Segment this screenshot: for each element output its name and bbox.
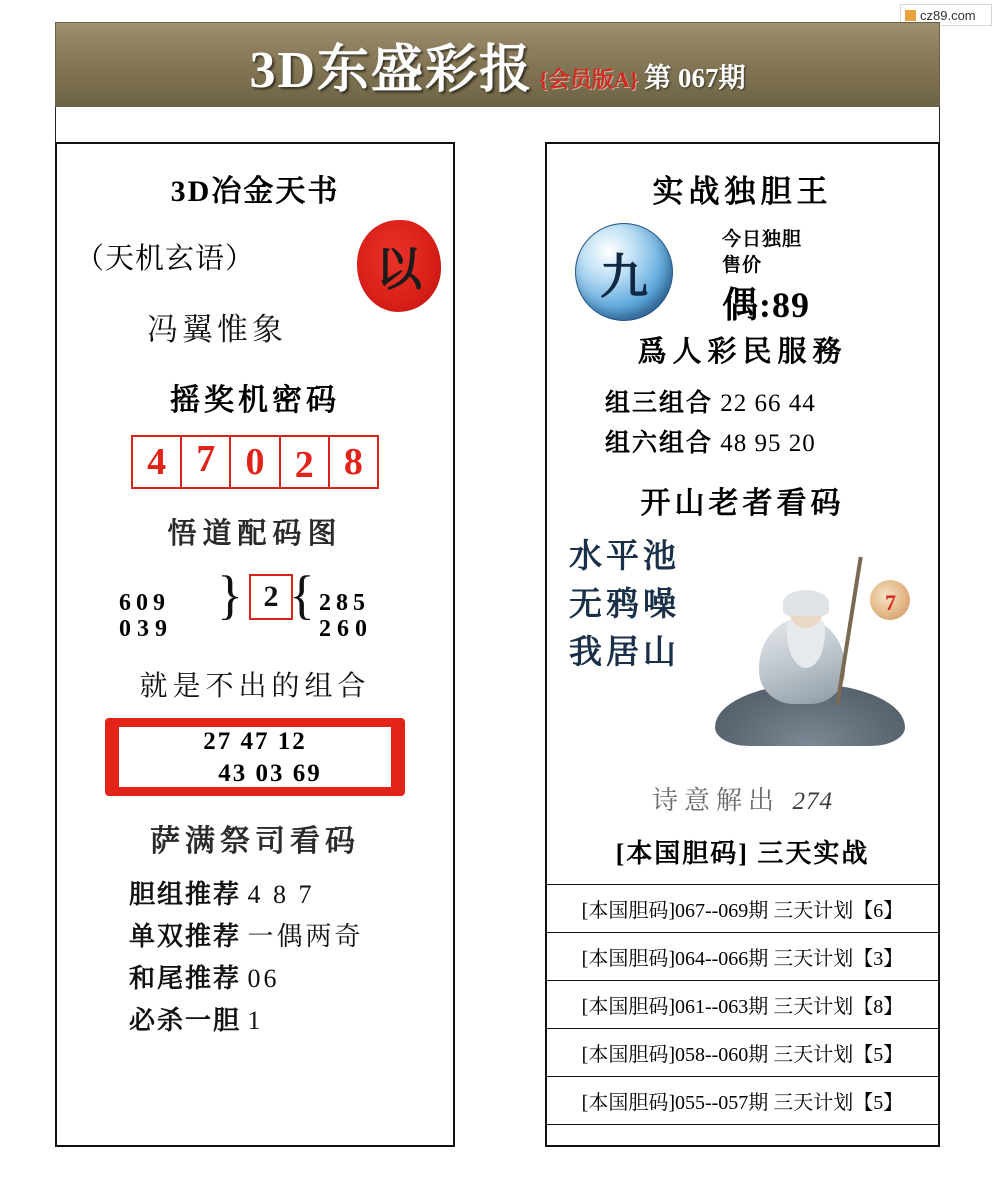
recommend-row (129, 916, 453, 958)
footer-space (0, 1147, 1000, 1203)
group-combinations (547, 384, 938, 464)
machine-code-digit: 8 (343, 441, 363, 483)
price-label (722, 227, 802, 278)
shaman-title: 萨满祭司看码 (150, 825, 360, 858)
machine-code-digit: 4 (133, 437, 182, 487)
group-label: 组三组合 (605, 390, 714, 417)
machine-code-title: 摇奖机密码 (170, 384, 340, 417)
recommend-list (57, 874, 453, 1042)
price-value: 偶:89 (722, 285, 810, 325)
red-seal-stamp (357, 220, 441, 312)
recommend-row (129, 1000, 453, 1042)
page-title: 3D东盛彩报 (249, 42, 534, 99)
left-subtitle: （天机玄语） (75, 243, 256, 275)
old-man-image (697, 546, 912, 746)
edition-label: {会员版A} (539, 67, 639, 92)
poem-line: 我居山 (569, 634, 680, 671)
subtitle-row (57, 224, 453, 302)
masthead (55, 22, 940, 107)
price-label-line1: 今日独胆 (722, 229, 803, 250)
plan-row: [本国胆码]064--066期 三天计划【3】 (547, 932, 938, 980)
match-chart-title: 悟道配码图 (167, 518, 343, 550)
content-frame (55, 142, 940, 1147)
left-column (55, 142, 455, 1147)
recommend-label: 胆组推荐 (129, 880, 242, 909)
red-bar-bottom (105, 787, 405, 796)
red-bar-top (105, 718, 405, 727)
group-row (605, 424, 938, 464)
group-value: 48 95 20 (720, 430, 816, 457)
brace-left-icon: } (217, 565, 243, 625)
ball-character: 九 (599, 250, 648, 304)
poem-text (569, 534, 680, 678)
staff-icon (835, 557, 862, 706)
match-right-value: 260 (319, 616, 373, 642)
right-column (545, 142, 940, 1147)
plan-header: [本国胆码] 三天实战 (615, 839, 870, 868)
recommend-label: 必杀一胆 (129, 1006, 242, 1036)
poem-answer-label: 诗意解出 (651, 786, 780, 815)
machine-code-digit: 0 (231, 437, 280, 487)
not-out-row: 43 03 69 (218, 760, 322, 787)
price-label-line2: 售价 (722, 254, 763, 276)
match-left-value: 039 (119, 616, 173, 642)
not-out-title: 就是不出的组合 (139, 671, 371, 702)
poem-line: 水平池 (569, 539, 680, 575)
left-phrase: 冯翼惟象 (147, 312, 287, 347)
recommend-label: 和尾推荐 (129, 964, 242, 994)
service-title: 爲人彩民服務 (637, 336, 848, 368)
group-label: 组六组合 (605, 430, 714, 457)
old-man-hair (783, 590, 829, 616)
machine-code-box (131, 435, 379, 489)
poem-answer-value: 274 (792, 788, 833, 815)
match-center-value: 2 (249, 574, 293, 620)
badge-label: cz89.com (920, 7, 976, 23)
red-bar-right (391, 718, 405, 796)
badge-square-icon (905, 10, 916, 21)
recommend-row (129, 874, 453, 916)
machine-code-digit: 7 (182, 437, 231, 487)
recommend-value: 一偶两奇 (247, 922, 364, 952)
recommend-label: 单双推荐 (129, 922, 242, 952)
poem-mark: 7 (885, 590, 896, 615)
lucky-ball-row (547, 221, 938, 325)
recommend-value: 06 (247, 964, 280, 994)
machine-code-digit: 2 (281, 437, 330, 487)
plan-table (547, 884, 938, 1125)
seal-character: 以 (376, 244, 422, 295)
brace-right-icon: } (289, 565, 315, 625)
group-row (605, 384, 938, 424)
poem-answer-row (547, 780, 938, 817)
not-out-row: 27 47 12 (203, 728, 307, 755)
not-out-box (105, 718, 405, 796)
lottery-ball (575, 223, 673, 321)
poem-line: 无鸦噪 (569, 586, 680, 623)
plan-row: [本国胆码]055--057期 三天计划【5】 (547, 1076, 938, 1125)
old-man-title: 开山老者看码 (640, 487, 845, 520)
masthead-strip (55, 107, 940, 142)
issue-label: 第 067期 (644, 63, 746, 93)
group-value: 22 66 44 (720, 390, 816, 417)
column-gap (455, 142, 545, 1147)
recommend-value: 1 (247, 1006, 264, 1036)
recommend-row (129, 958, 453, 1000)
plan-row: [本国胆码]067--069期 三天计划【6】 (547, 884, 938, 932)
match-right-value: 285 (319, 590, 370, 616)
red-bar-left (105, 718, 119, 796)
plan-row: [本国胆码]061--063期 三天计划【8】 (547, 980, 938, 1028)
right-section-title: 实战独胆王 (652, 174, 833, 209)
poem-illustration (547, 528, 938, 778)
left-section-title: 3D冶金天书 (170, 175, 340, 208)
match-left-value: 609 (119, 590, 170, 616)
recommend-value: 4 8 7 (247, 880, 315, 909)
plan-row: [本国胆码]058--060期 三天计划【5】 (547, 1028, 938, 1076)
match-chart (57, 566, 453, 652)
